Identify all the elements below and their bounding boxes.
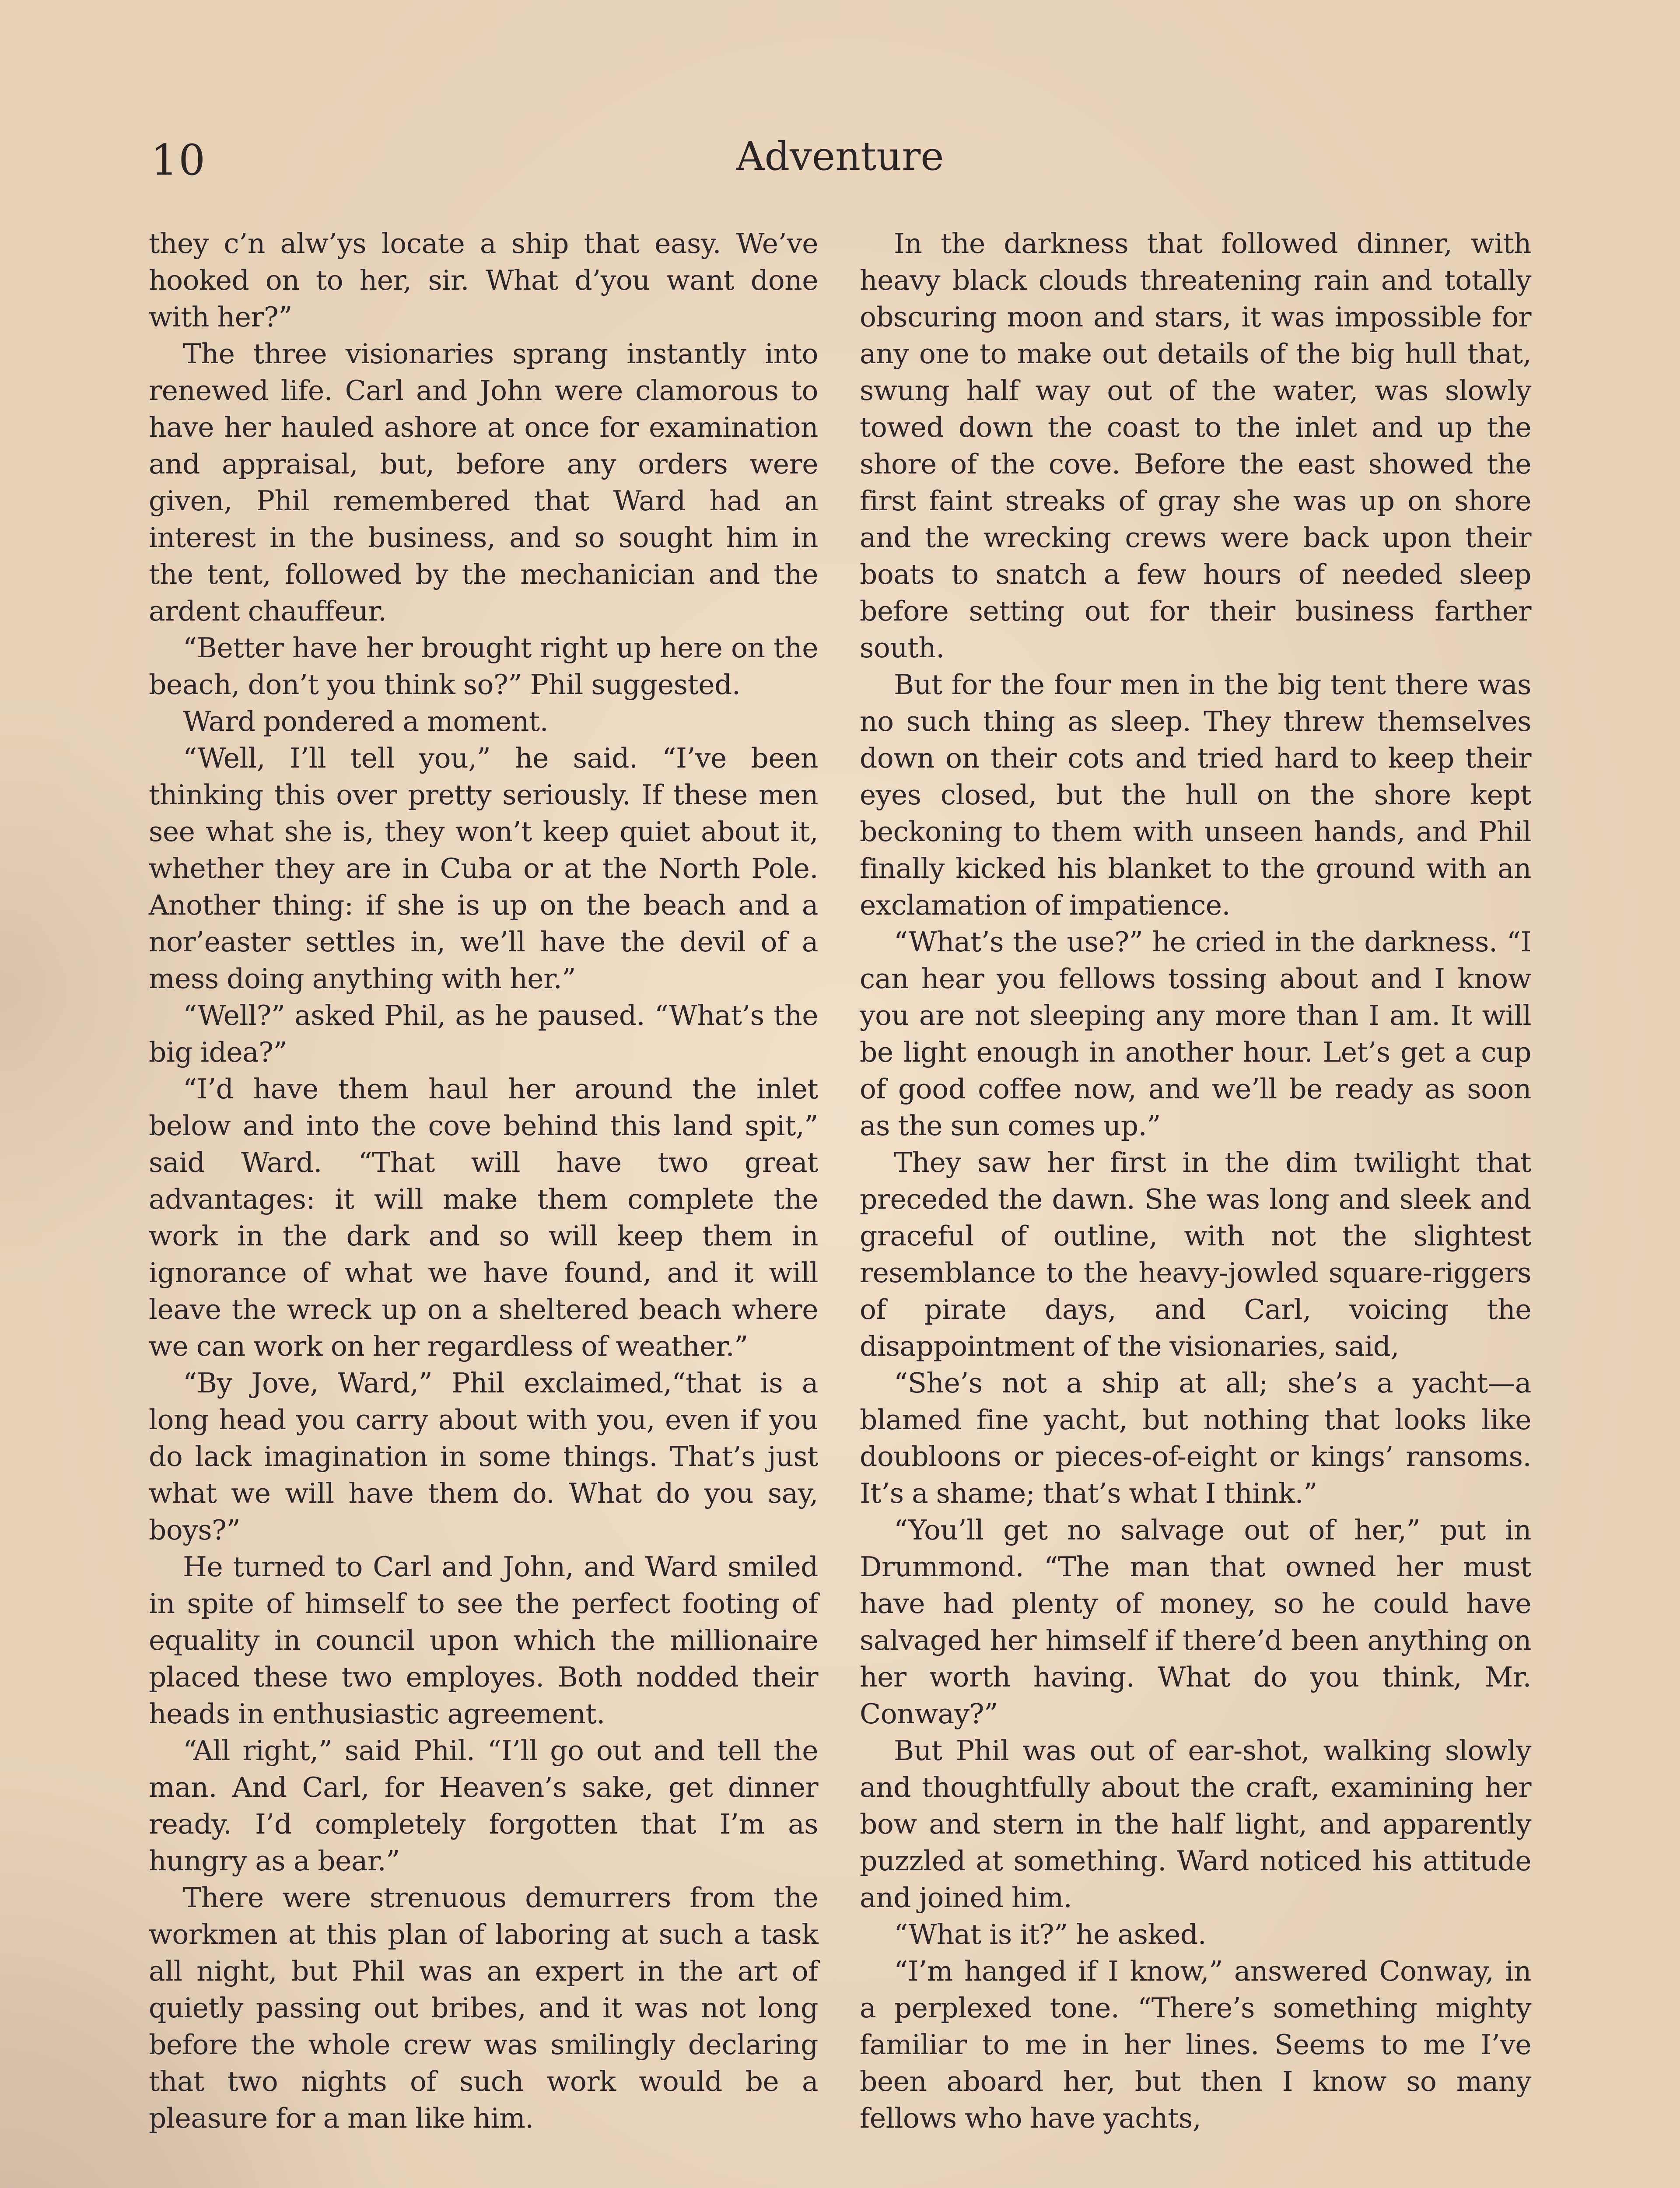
paragraph: “You’ll get no salvage out of her,” put in Drummond. “The man that owned her must have had plenty of money, so he could have salvaged her himself if there’d been anything on her worth having. What do you think, Mr. Conway?”: [860, 1514, 1531, 1730]
magazine-title: Adventure: [736, 133, 944, 179]
paragraph: “Well?” asked Phil, as he paused. “What’s the big idea?”: [149, 999, 818, 1068]
paragraph: He turned to Carl and John, and Ward smiled in spite of himself to see the perfect footing of equality in council upon which the millionaire placed these two employes. Both nodded their heads in enthusiastic agreement.: [149, 1551, 818, 1730]
paragraph: Ward pondered a moment.: [183, 705, 549, 737]
paragraph: “Well, I’ll tell you,” he said. “I’ve been thinking this over pretty seriously. If these men see what she is, they won’t keep quiet about it, whether they are in Cuba or at the North Pole. Another thing: if she is up on the beach and a nor’easter settles in, we’ll have the devil of a mess doing anything with her.”: [149, 742, 818, 995]
right-column: [860, 225, 1531, 2137]
paragraph: “Better have her brought right up here on the beach, don’t you think so?” Phil suggested.: [149, 632, 818, 701]
paragraph: “By Jove, Ward,” Phil exclaimed,“that is a long head you carry about with you, even if you do lack imagination in some things. That’s just what we will have them do. What do you say, boys?”: [149, 1367, 818, 1546]
paragraph: The three visionaries sprang instantly into renewed life. Carl and John were clamorous to have her hauled ashore at once for examination and appraisal, but, before any orders were given, Phil remembered that Ward had an interest in the business, and so sought him in the tent, followed by the mechanician and the ardent chauffeur.: [149, 338, 818, 627]
paragraph: They saw her first in the dim twilight that preceded the dawn. She was long and sleek and graceful of outline, with not the slightest resemblance to the heavy-jowled square-riggers of pirate days, and Carl, voicing the disappointment of the visionaries, said,: [860, 1147, 1531, 1362]
paragraph: “I’m hanged if I know,” answered Conway, in a perplexed tone. “There’s something mighty familiar to me in her lines. Seems to me I’ve been aboard her, but then I know so many fellows who have yachts,: [860, 1955, 1531, 2134]
paragraph: “What’s the use?” he cried in the darkness. “I can hear you fellows tossing about and I know you are not sleeping any more than I am. It will be light enough in another hour. Let’s get a cup of good coffee now, and we’ll be ready as soon as the sun comes up.”: [860, 926, 1531, 1142]
paragraph: they c’n alw’ys locate a ship that easy. We’ve hooked on to her, sir. What d’you want done with her?”: [149, 228, 818, 333]
page-number: 10: [151, 136, 206, 185]
paragraph: “She’s not a ship at all; she’s a yacht—a blamed fine yacht, but nothing that looks like doubloons or pieces-of-eight or kings’ ransoms. It’s a shame; that’s what I think.”: [860, 1367, 1531, 1509]
paragraph: But Phil was out of ear-shot, walking slowly and thoughtfully about the craft, examining her bow and stern in the half light, and apparently puzzled at something. Ward noticed his attitude and joined him.: [860, 1735, 1531, 1914]
paragraph: “All right,” said Phil. “I’ll go out and tell the man. And Carl, for Heaven’s sake, get dinner ready. I’d completely forgotten that I’m as hungry as a bear.”: [149, 1735, 818, 1877]
page-header: [0, 127, 1680, 188]
paragraph: There were strenuous demurrers from the workmen at this plan of laboring at such a task all night, but Phil was an expert in the art of quietly passing out bribes, and it was not long before the whole crew was smilingly declaring that two nights of such work would be a pleasure for a man like him.: [149, 1882, 818, 2134]
paragraph: In the darkness that followed dinner, with heavy black clouds threatening rain and totally obscuring moon and stars, it was impossible for any one to make out details of the big hull that, swung half way out of the water, was slowly towed down the coast to the inlet and up the shore of the cove. Before the east showed the first faint streaks of gray she was up on shore and the wrecking crews were back upon their boats to snatch a few hours of needed sleep before setting out for their business farther south.: [860, 228, 1531, 664]
paragraph: “I’d have them haul her around the inlet below and into the cove behind this land spit,” said Ward. “That will have two great advantages: it will make them complete the work in the dark and so will keep them in ignorance of what we have found, and it will leave the wreck up on a sheltered beach where we can work on her regardless of weather.”: [149, 1073, 818, 1362]
paragraph: “What is it?” he asked.: [894, 1918, 1207, 1950]
paragraph: But for the four men in the big tent there was no such thing as sleep. They threw themselves down on their cots and tried hard to keep their eyes closed, but the hull on the shore kept beckoning to them with unseen hands, and Phil finally kicked his blanket to the ground with an exclamation of impatience.: [860, 669, 1531, 921]
left-column: [149, 225, 818, 2137]
